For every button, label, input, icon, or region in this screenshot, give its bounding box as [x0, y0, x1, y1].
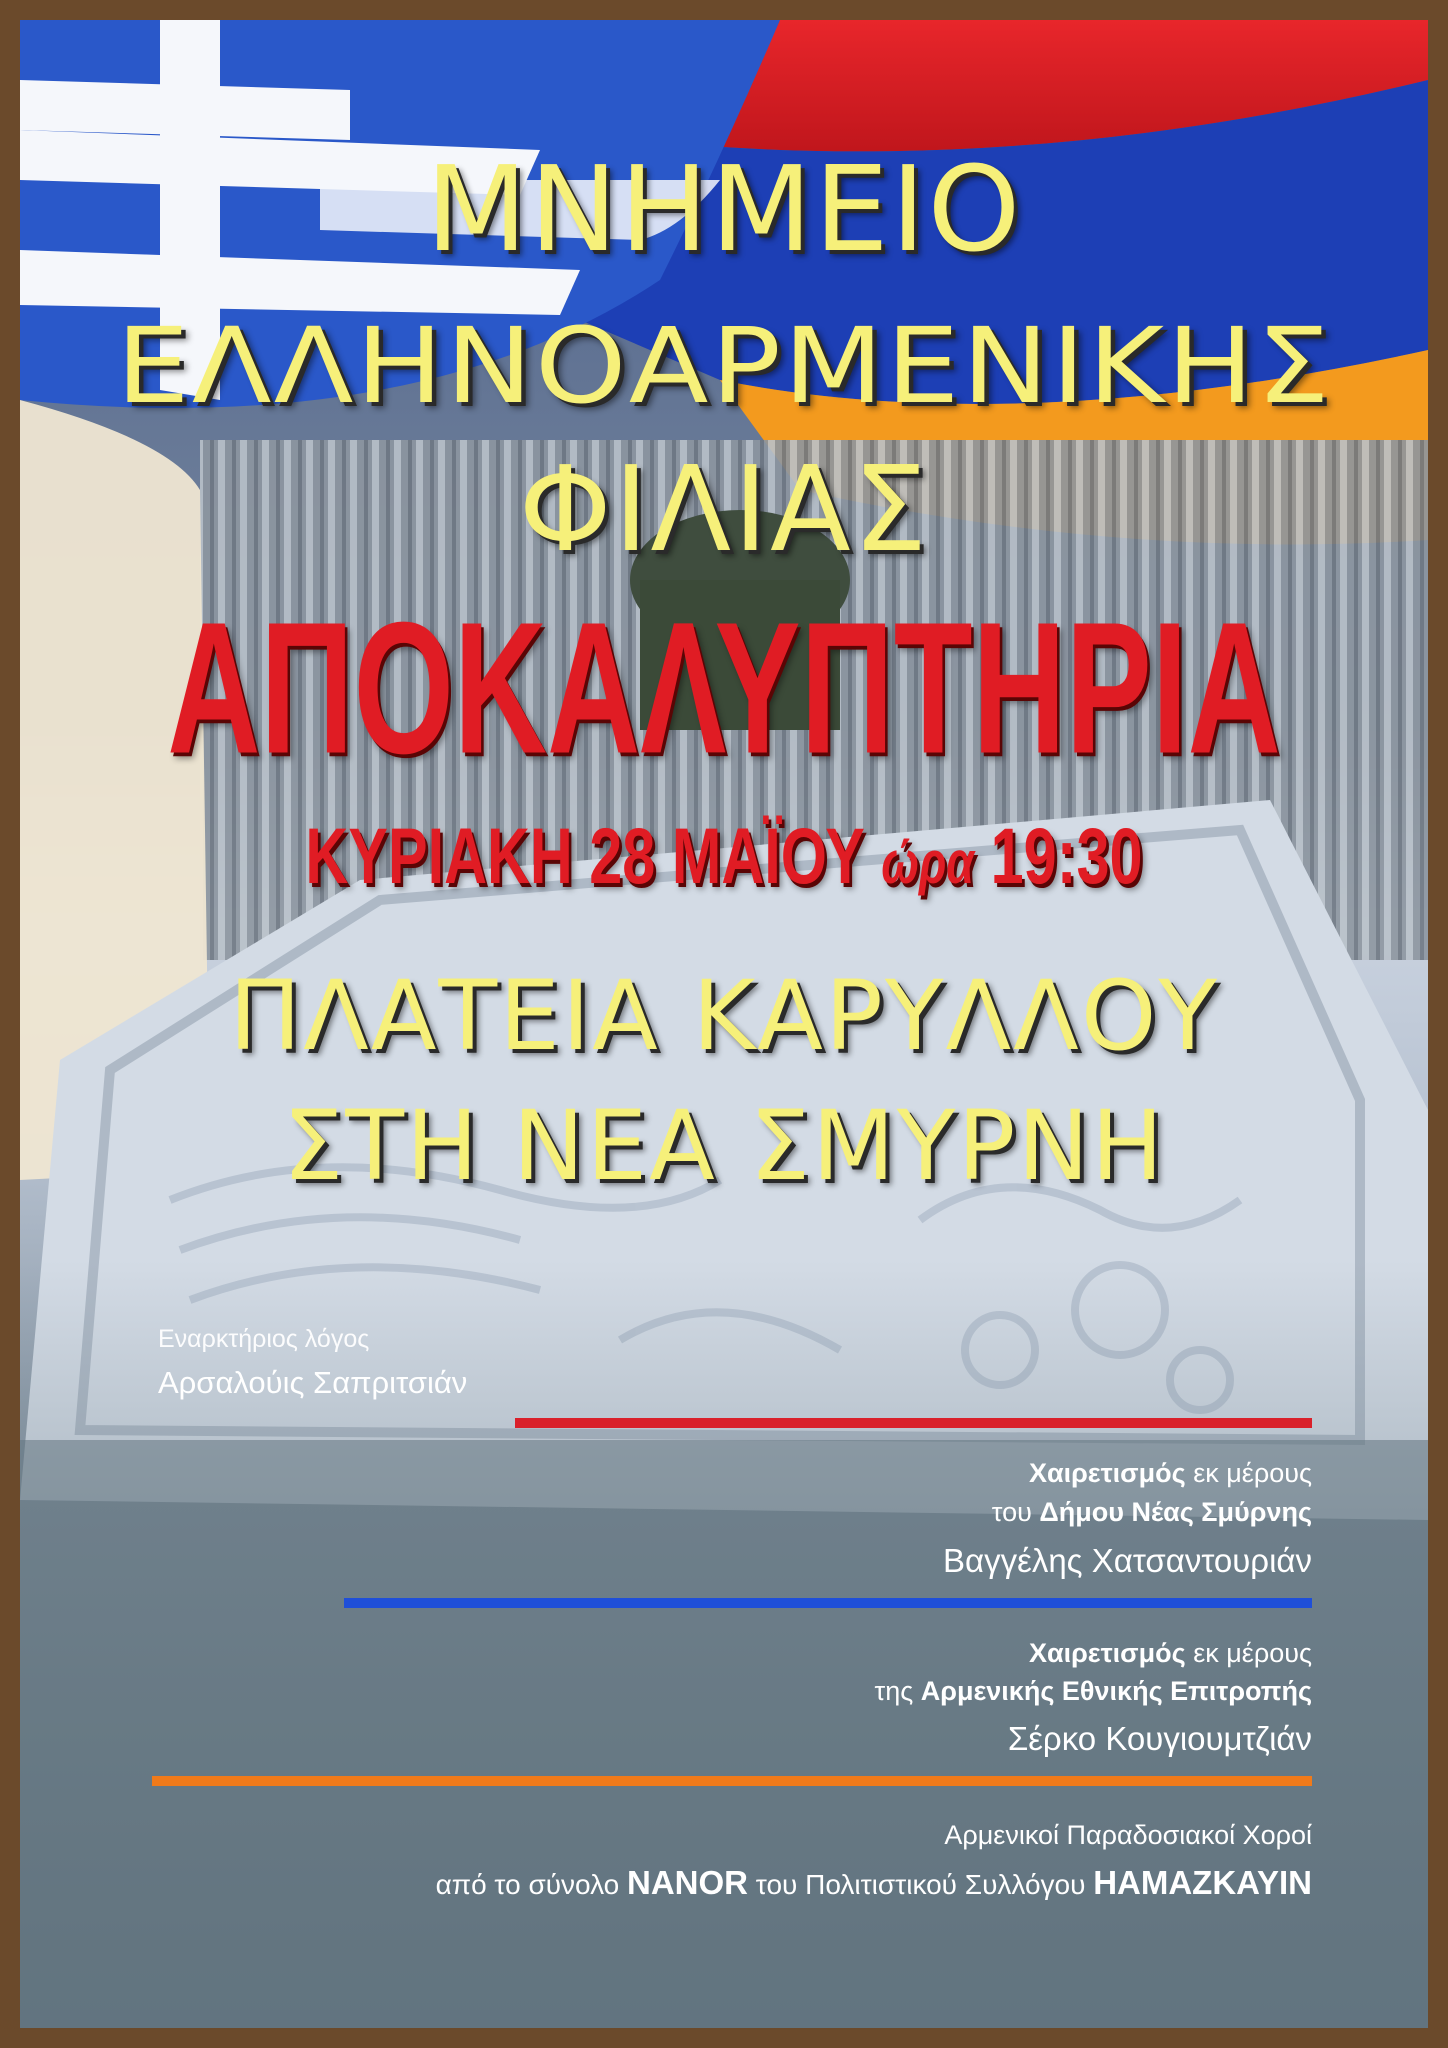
- opening-name: Αρσαλούις Σαπριτσιάν: [158, 1365, 468, 1400]
- greeting1-line2: [992, 1497, 1312, 1528]
- dances-ensemble: [436, 1864, 1312, 1902]
- greeting1-org: Δήμου Νέας Σμύρνης: [1039, 1497, 1312, 1527]
- event-heading: ΑΠΟΚΑΛΥΠΤΗΡΙΑ: [167, 582, 1281, 793]
- event-date: ΚΥΡΙΑΚΗ 28 ΜΑΪΟΥ: [305, 811, 865, 900]
- dances-title: Αρμενικοί Παραδοσιακοί Χοροί: [944, 1820, 1312, 1850]
- poster: [20, 20, 1428, 2028]
- greeting1-bold: Χαιρετισμός: [1029, 1458, 1186, 1488]
- title-line-1: ΜΝΗΜΕΙΟ: [425, 140, 1023, 278]
- greeting2-bold: Χαιρετισμός: [1029, 1638, 1186, 1668]
- place-line-2: ΣΤΗ ΝΕΑ ΣΜΥΡΝΗ: [282, 1090, 1166, 1202]
- place-line-1: ΠΛΑΤΕΙΑ ΚΑΡΥΛΛΟΥ: [228, 960, 1220, 1072]
- greeting1-prefix: του: [991, 1497, 1040, 1527]
- dances-p1: από το σύνολο: [435, 1869, 628, 1900]
- divider-red: [515, 1418, 1312, 1428]
- greeting2-name: Σέρκο Κουγιουμτζιάν: [1007, 1720, 1312, 1757]
- title-line-3: ΦΙΛΙΑΣ: [518, 440, 930, 578]
- greeting1-rest: εκ μέρους: [1185, 1458, 1312, 1488]
- divider-orange: [152, 1776, 1312, 1786]
- greeting2-org: Αρμενικής Εθνικής Επιτροπής: [920, 1676, 1312, 1706]
- event-time-prefix: ώρα: [881, 829, 975, 897]
- event-datetime: [90, 810, 1357, 901]
- greeting2-prefix: της: [874, 1676, 921, 1706]
- dances-hamazkayin: HAMAZKAYIN: [1093, 1864, 1312, 1901]
- greeting1-name: Βαγγέλης Χατσαντουριάν: [943, 1542, 1312, 1579]
- dances-p2: του Πολιτιστικού Συλλόγου: [748, 1869, 1094, 1900]
- greeting1-line1: [1029, 1458, 1312, 1489]
- greeting2-line1: [1029, 1638, 1312, 1669]
- dances-nanor: NANOR: [627, 1864, 749, 1901]
- event-time: 19:30: [990, 811, 1143, 900]
- greeting2-line2: [875, 1676, 1312, 1707]
- opening-label: Εναρκτήριος λόγος: [158, 1325, 370, 1353]
- divider-blue: [344, 1598, 1312, 1608]
- title-line-2: ΕΛΛΗΝΟΑΡΜΕΝΙΚΗΣ: [115, 305, 1333, 427]
- greeting2-rest: εκ μέρους: [1185, 1638, 1312, 1668]
